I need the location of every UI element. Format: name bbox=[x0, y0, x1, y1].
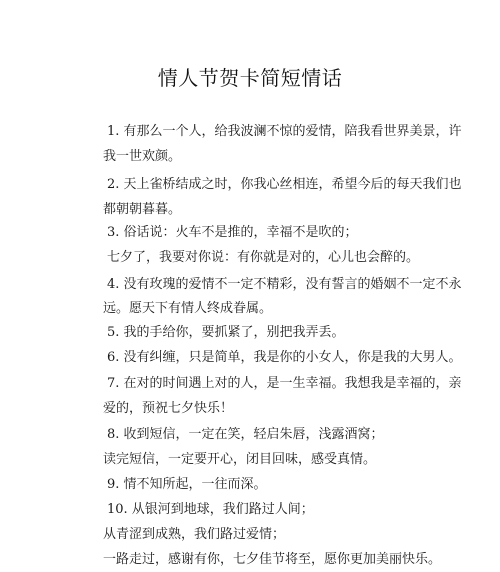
paragraph-2-line-1: 2. 天上雀桥结成之时，你我心丝相连，希望今后的每天我们也 bbox=[107, 177, 462, 192]
paragraph-10-line-1: 10. 从银河到地球，我们路过人间； bbox=[107, 502, 314, 517]
paragraph-7-line-1: 7. 在对的时间遇上对的人，是一生幸福。我想我是幸福的，亲 bbox=[107, 376, 462, 391]
paragraph-8-line-1: 8. 收到短信，一定在笑，轻启朱唇，浅露酒窝； bbox=[107, 427, 384, 442]
paragraph-3-line-1: 3. 俗话说：火车不是推的，幸福不是吹的； bbox=[107, 225, 358, 240]
paragraph-10-line-3: 一路走过，感谢有你，七夕佳节将至，愿你更加美丽快乐。 bbox=[103, 552, 442, 567]
paragraph-4-line-1: 4. 没有玫瑰的爱情不一定不精彩，没有誓言的婚姻不一定不永 bbox=[107, 277, 462, 292]
paragraph-3-line-2: 七夕了，我要对你说：有你就是对的，心儿也会醉的。 bbox=[107, 250, 420, 265]
paragraph-5: 5. 我的手给你，要抓紧了，别把我弄丢。 bbox=[107, 325, 345, 340]
paragraph-1-line-1: 1. 有那么一个人，给我波澜不惊的爱情，陪我看世界美景，许 bbox=[107, 124, 462, 139]
paragraph-7-line-2: 爱的，预祝七夕快乐！ bbox=[103, 401, 234, 416]
paragraph-6: 6. 没有纠缠，只是简单，我是你的小女人，你是我的大男人。 bbox=[107, 350, 462, 365]
paragraph-2-line-2: 都朝朝暮暮。 bbox=[103, 202, 182, 217]
paragraph-10-line-2: 从青涩到成熟，我们路过爱情； bbox=[103, 527, 286, 542]
paragraph-1-line-2: 我一世欢颜。 bbox=[103, 149, 182, 164]
paragraph-4-line-2: 远。愿天下有情人终成眷属。 bbox=[103, 301, 273, 316]
paragraph-8-line-2: 读完短信，一定要开心，闭目回味，感受真情。 bbox=[103, 452, 377, 467]
document-title: 情人节贺卡简短情话 bbox=[157, 66, 343, 90]
paragraph-9: 9. 情不知所起，一往而深。 bbox=[107, 477, 267, 492]
